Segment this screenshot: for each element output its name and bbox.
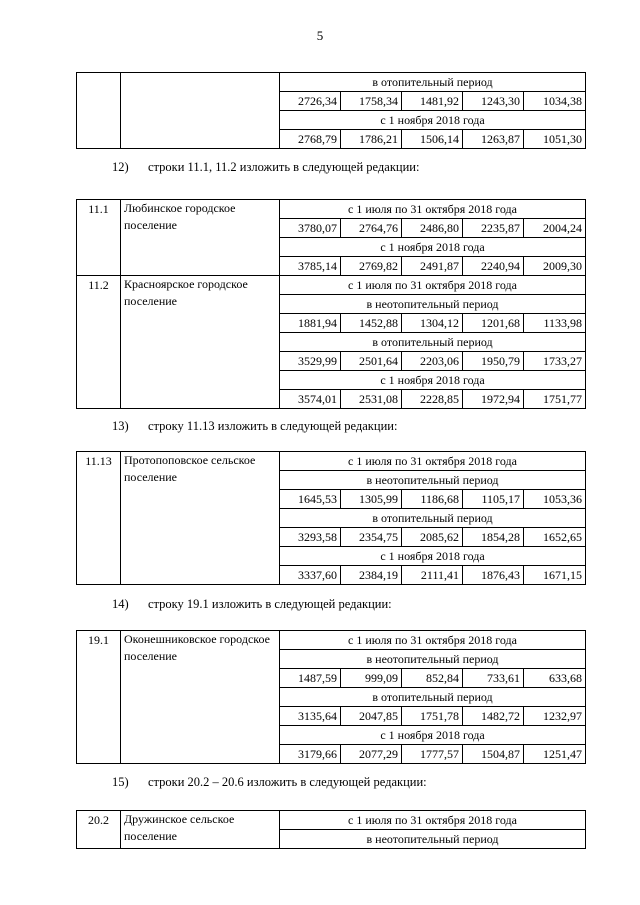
item-number: 13) [112,419,129,433]
settlement-name: Дружинское сельское поселение [121,811,280,849]
tariff-value: 1972,94 [463,390,524,409]
amendment-12 [112,160,419,175]
period-label: с 1 ноября 2018 года [280,111,586,130]
period-label: с 1 ноября 2018 года [280,238,586,257]
tariff-value: 633,68 [524,669,586,688]
period-label: с 1 ноября 2018 года [280,547,586,566]
amendment-13 [112,419,397,434]
period-label: в неотопительный период [280,830,586,849]
tariff-value: 1881,94 [280,314,341,333]
tariff-value: 1452,88 [341,314,402,333]
period-label: в неотопительный период [280,650,586,669]
tariff-value: 999,09 [341,669,402,688]
tariff-value: 2531,08 [341,390,402,409]
tariff-table [76,810,586,849]
amendment-14 [112,597,392,612]
tariff-value: 1481,92 [402,92,463,111]
tariff-value: 1243,30 [463,92,524,111]
tariff-value: 1251,47 [524,745,586,764]
tariff-value: 1305,99 [341,490,402,509]
tariff-value: 1854,28 [463,528,524,547]
item-text: строку 11.13 изложить в следующей редакции: [148,419,398,433]
tariff-value: 3179,66 [280,745,341,764]
tariff-value: 1950,79 [463,352,524,371]
tariff-value: 1487,59 [280,669,341,688]
tariff-value: 1786,21 [341,130,402,149]
page-number: 5 [316,28,324,43]
tariff-value: 2768,79 [280,130,341,149]
period-label: в отопительный период [280,509,586,528]
settlement-name: Протопоповское сельское поселение [121,452,280,585]
tariff-value: 2240,94 [463,257,524,276]
tariff-value: 3337,60 [280,566,341,585]
tariff-table [76,72,586,149]
tariff-value: 2235,87 [463,219,524,238]
tariff-value: 3574,01 [280,390,341,409]
tariff-value: 2501,64 [341,352,402,371]
tariff-value: 1758,34 [341,92,402,111]
tariff-value: 2111,41 [402,566,463,585]
tariff-value: 1482,72 [463,707,524,726]
tariff-table [76,199,586,409]
row-index: 11.13 [77,452,121,585]
tariff-value: 1232,97 [524,707,586,726]
tariff-value: 3135,64 [280,707,341,726]
item-text: строку 19.1 изложить в следующей редакции: [148,597,392,611]
period-label: в отопительный период [280,333,586,352]
tariff-value: 1652,65 [524,528,586,547]
tariff-value: 1105,17 [463,490,524,509]
tariff-value: 2047,85 [341,707,402,726]
period-label: с 1 ноября 2018 года [280,371,586,390]
period-label: в отопительный период [280,73,586,92]
period-label: с 1 июля по 31 октября 2018 года [280,200,586,219]
tariff-value: 3785,14 [280,257,341,276]
tariff-value: 3780,07 [280,219,341,238]
tariff-table [76,630,586,764]
period-label: в неотопительный период [280,471,586,490]
tariff-value: 852,84 [402,669,463,688]
tariff-value: 2009,30 [524,257,586,276]
tariff-value: 1645,53 [280,490,341,509]
tariff-value: 1034,38 [524,92,586,111]
tariff-value: 2764,76 [341,219,402,238]
tariff-value: 2491,87 [402,257,463,276]
tariff-value: 733,61 [463,669,524,688]
tariff-value: 3529,99 [280,352,341,371]
period-label: с 1 ноября 2018 года [280,726,586,745]
tariff-value: 2769,82 [341,257,402,276]
item-number: 14) [112,597,129,611]
settlement-name: Оконешниковское городское поселение [121,631,280,764]
period-label: в неотопительный период [280,295,586,314]
tariff-value: 1733,27 [524,352,586,371]
tariff-value: 1133,98 [524,314,586,333]
tariff-value: 2203,06 [402,352,463,371]
item-text: строки 20.2 – 20.6 изложить в следующей редакции: [148,775,427,789]
period-label: в отопительный период [280,688,586,707]
period-header: с 1 июля по 31 октября 2018 года [280,276,586,295]
tariff-value: 2486,80 [402,219,463,238]
tariff-value: 3293,58 [280,528,341,547]
tariff-value: 1506,14 [402,130,463,149]
item-number: 15) [112,775,129,789]
tariff-value: 1051,30 [524,130,586,149]
tariff-value: 1777,57 [402,745,463,764]
row-index [77,73,121,149]
tariff-value: 2726,34 [280,92,341,111]
tariff-value: 2085,62 [402,528,463,547]
amendment-15 [112,775,427,790]
item-text: строки 11.1, 11.2 изложить в следующей редакции: [148,160,420,174]
tariff-value: 1263,87 [463,130,524,149]
tariff-value: 2384,19 [341,566,402,585]
tariff-value: 2354,75 [341,528,402,547]
tariff-value: 1201,68 [463,314,524,333]
settlement-name [121,73,280,149]
row-index: 20.2 [77,811,121,849]
row-index: 19.1 [77,631,121,764]
tariff-value: 1053,36 [524,490,586,509]
tariff-value: 1876,43 [463,566,524,585]
row-index: 11.2 [77,276,121,409]
tariff-value: 2228,85 [402,390,463,409]
tariff-value: 1671,15 [524,566,586,585]
period-header: с 1 июля по 31 октября 2018 года [280,631,586,650]
tariff-value: 1751,78 [402,707,463,726]
tariff-value: 1751,77 [524,390,586,409]
tariff-value: 2004,24 [524,219,586,238]
settlement-name: Любинское городское поселение [121,200,280,276]
settlement-name: Красноярское городское поселение [121,276,280,409]
period-header: с 1 июля по 31 октября 2018 года [280,452,586,471]
tariff-table [76,451,586,585]
tariff-value: 1504,87 [463,745,524,764]
tariff-value: 1304,12 [402,314,463,333]
tariff-value: 1186,68 [402,490,463,509]
period-header: с 1 июля по 31 октября 2018 года [280,811,586,830]
item-number: 12) [112,160,129,174]
row-index: 11.1 [77,200,121,276]
tariff-value: 2077,29 [341,745,402,764]
